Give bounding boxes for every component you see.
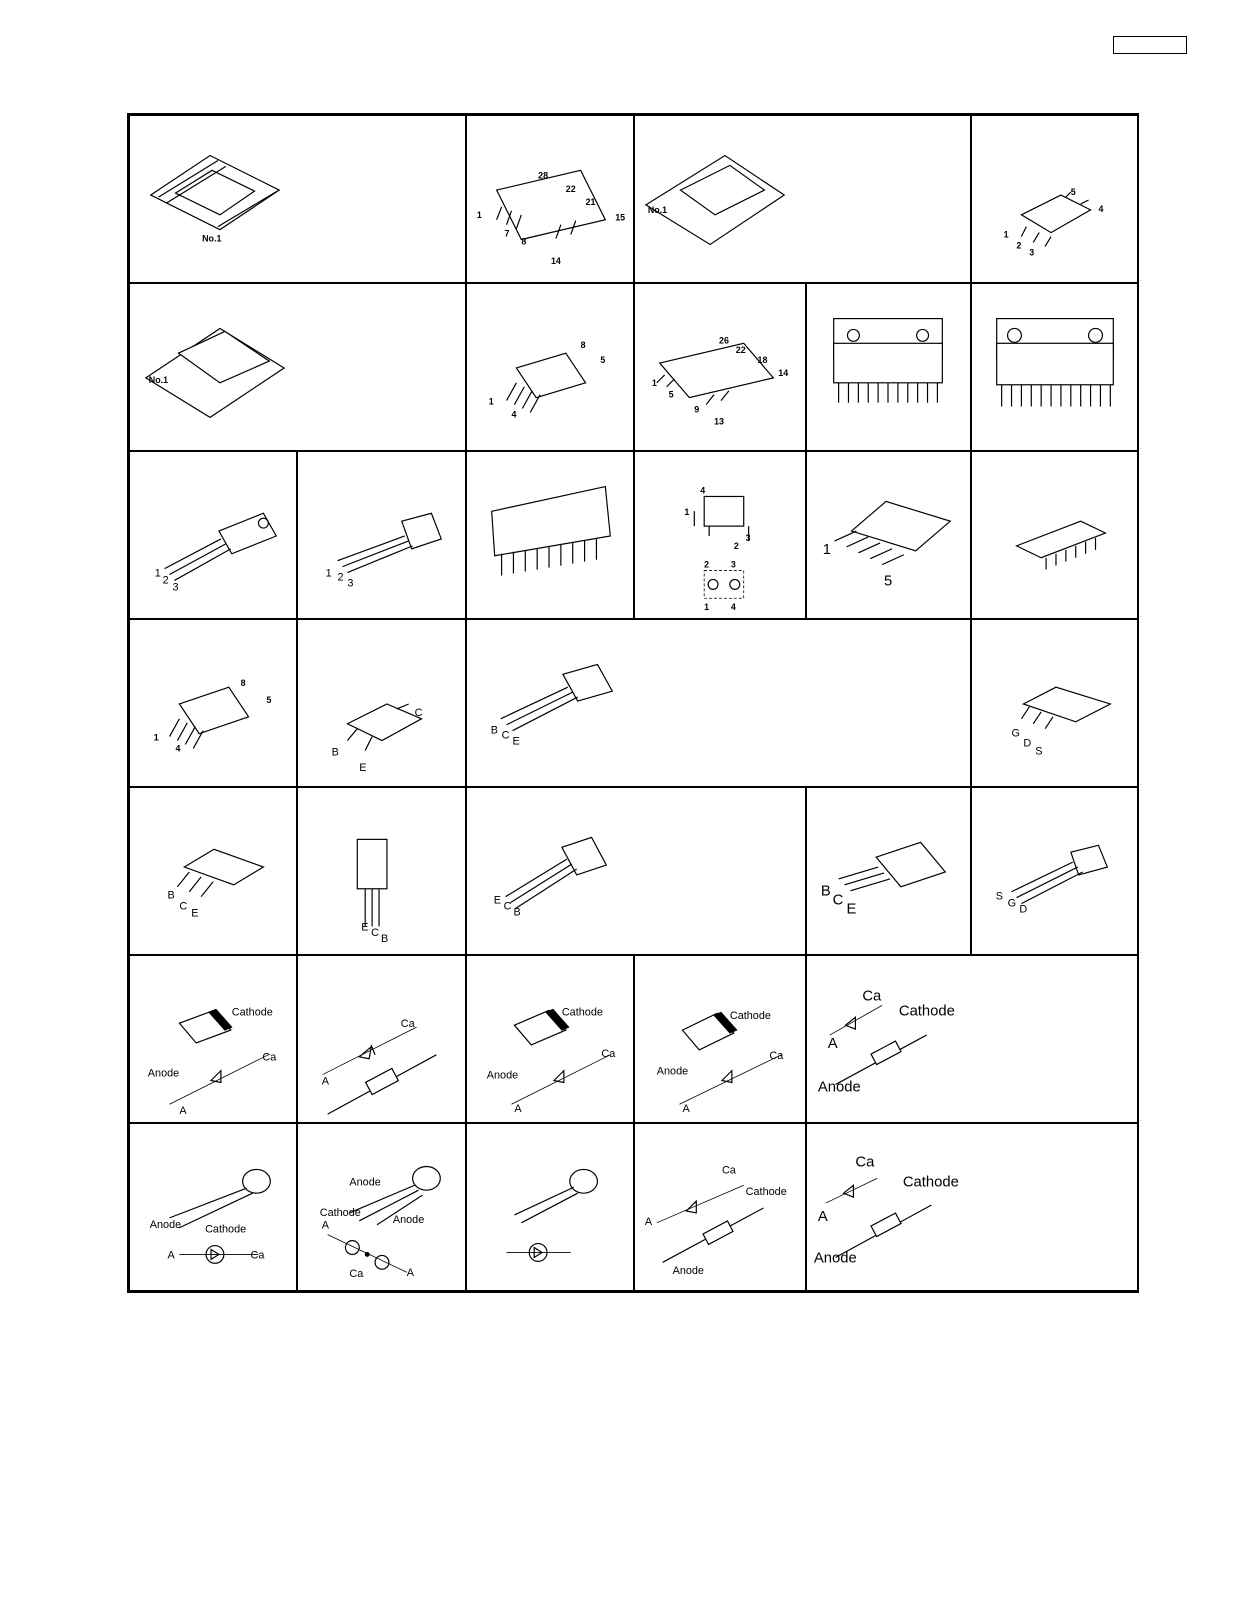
base-label: B bbox=[490, 724, 498, 737]
source-label: S bbox=[1035, 745, 1043, 758]
ca-label: Ca bbox=[262, 1051, 277, 1064]
cathode-label: Cathode bbox=[231, 1006, 273, 1019]
ca-label: Ca bbox=[769, 1049, 784, 1062]
pin1-label: No.1 bbox=[647, 204, 668, 215]
pin22-label: 22 bbox=[735, 345, 746, 356]
component-outline-table bbox=[127, 113, 1139, 1293]
emitter-label: E bbox=[493, 894, 501, 907]
cell-led-c bbox=[466, 1123, 634, 1291]
pin9-label: 9 bbox=[694, 404, 700, 415]
cell-diode-smd-b bbox=[466, 955, 634, 1123]
diagram-pin1-label: 1 bbox=[704, 602, 710, 613]
anode-label: Anode bbox=[672, 1265, 704, 1278]
cell-sop8-package-b bbox=[129, 619, 297, 787]
emitter-label: E bbox=[191, 907, 199, 920]
cell-sot89-bce bbox=[297, 619, 466, 787]
cell-sop26-package bbox=[634, 283, 806, 451]
pin26-label: 26 bbox=[719, 335, 729, 346]
cell-qfp-package bbox=[129, 115, 466, 283]
emitter-label: E bbox=[361, 921, 369, 934]
a-2-label: A bbox=[406, 1267, 414, 1280]
pin1-label: 1 bbox=[684, 507, 690, 518]
pin1-label: 1 bbox=[488, 396, 494, 407]
pin5-label: 5 bbox=[266, 695, 272, 705]
a-label: A bbox=[682, 1103, 690, 1116]
pin5-label: 5 bbox=[1070, 187, 1076, 198]
collector-label: C bbox=[503, 900, 512, 913]
pin5-label: 5 bbox=[600, 355, 606, 366]
pin14-label: 14 bbox=[778, 367, 789, 378]
cell-led-b bbox=[297, 1123, 466, 1291]
cathode-label: Cathode bbox=[745, 1186, 787, 1199]
anode-label: Anode bbox=[147, 1067, 180, 1080]
pin1-label: 1 bbox=[822, 541, 832, 558]
source-label: S bbox=[995, 890, 1003, 903]
a-label: A bbox=[321, 1075, 329, 1088]
pin1-label: No.1 bbox=[148, 374, 169, 385]
base-label: B bbox=[820, 883, 831, 900]
cell-diode-axial-b bbox=[806, 955, 1138, 1123]
anode-label: Anode bbox=[656, 1065, 689, 1078]
pin1-label: 1 bbox=[153, 732, 159, 743]
pin2-label: 2 bbox=[162, 574, 169, 587]
cell-diode-axial-a bbox=[297, 955, 466, 1123]
a-label: A bbox=[817, 1208, 828, 1225]
anode-2-label: Anode bbox=[392, 1213, 425, 1226]
cell-to92-bce bbox=[466, 619, 971, 787]
pin1-label: 1 bbox=[1003, 229, 1009, 240]
collector-label: C bbox=[179, 900, 188, 913]
collector-label: C bbox=[832, 892, 844, 909]
a-label: A bbox=[644, 1215, 653, 1228]
pin7-label: 7 bbox=[504, 228, 510, 239]
a-label: A bbox=[167, 1249, 175, 1262]
cell-diode-smd-a bbox=[129, 955, 297, 1123]
drain-label: D bbox=[1019, 903, 1028, 916]
pin1-label: 1 bbox=[154, 567, 161, 580]
diagram-pin4-label: 4 bbox=[730, 602, 736, 613]
a-label: A bbox=[321, 1219, 329, 1232]
pin13-label: 13 bbox=[714, 416, 724, 427]
cathode-label: Cathode bbox=[205, 1223, 247, 1236]
cell-sot-gds bbox=[971, 619, 1138, 787]
pin8-label: 8 bbox=[580, 340, 586, 351]
pin3-label: 3 bbox=[1029, 247, 1035, 258]
cell-sip-heatsink-package-b bbox=[971, 283, 1138, 451]
pin4-label: 4 bbox=[700, 485, 706, 496]
ca-label: Ca bbox=[250, 1249, 265, 1262]
cell-ssop-package bbox=[129, 283, 466, 451]
pin28-label: 28 bbox=[538, 170, 549, 181]
collector-label: C bbox=[501, 729, 510, 742]
cell-sop-long-package bbox=[634, 115, 971, 283]
cathode-label: Cathode bbox=[561, 1006, 603, 1019]
collector-label: C bbox=[371, 927, 379, 940]
drain-label: D bbox=[1023, 737, 1032, 750]
cell-sip-heatsink-package-a bbox=[806, 283, 971, 451]
pin22-label: 22 bbox=[565, 184, 576, 195]
pin2-label: 2 bbox=[733, 540, 739, 551]
diagram-pin3-label: 3 bbox=[730, 559, 736, 570]
pin1-label: 1 bbox=[325, 567, 332, 580]
pin1-label: No.1 bbox=[202, 233, 222, 244]
pin1-label: 1 bbox=[476, 209, 482, 220]
cell-diode-axial-d bbox=[806, 1123, 1138, 1291]
pin2-label: 2 bbox=[1016, 240, 1022, 251]
pin15-label: 15 bbox=[615, 212, 626, 223]
page-number-box bbox=[1113, 36, 1187, 54]
cell-to92-vertical-ecb bbox=[297, 787, 466, 955]
cell-sot-bce bbox=[129, 787, 297, 955]
a-label: A bbox=[514, 1103, 522, 1116]
cell-diode-smd-c bbox=[634, 955, 806, 1123]
base-label: B bbox=[513, 906, 521, 919]
cell-to220-123 bbox=[129, 451, 297, 619]
pin5-label: 5 bbox=[668, 389, 674, 400]
collector-label: C bbox=[414, 706, 423, 719]
a-label: A bbox=[827, 1035, 838, 1052]
pin21-label: 21 bbox=[585, 196, 596, 207]
cell-dip-package bbox=[971, 451, 1138, 619]
cell-sop28-package bbox=[466, 115, 634, 283]
cell-diode-axial-c bbox=[634, 1123, 806, 1291]
cathode-label: Cathode bbox=[902, 1174, 959, 1191]
pin5-label: 5 bbox=[884, 573, 893, 590]
gate-label: G bbox=[1011, 727, 1020, 740]
base-label: B bbox=[167, 889, 175, 902]
emitter-label: E bbox=[512, 735, 520, 748]
ca-label: Ca bbox=[721, 1164, 736, 1177]
cell-sot-5pin-package bbox=[971, 115, 1138, 283]
anode-label: Anode bbox=[486, 1069, 519, 1082]
diagram-pin2-label: 2 bbox=[704, 559, 710, 570]
cathode-label: Cathode bbox=[898, 1003, 955, 1020]
pin2-label: 2 bbox=[337, 571, 344, 584]
cell-led-a bbox=[129, 1123, 297, 1291]
cell-to220-bce bbox=[806, 787, 971, 955]
pin14-label: 14 bbox=[550, 256, 561, 267]
pin3-label: 3 bbox=[347, 577, 354, 590]
cell-to92-ecb bbox=[466, 787, 806, 955]
pin3-label: 3 bbox=[172, 581, 179, 594]
pin4-label: 4 bbox=[175, 743, 181, 754]
anode-label: Anode bbox=[813, 1250, 857, 1267]
gate-label: G bbox=[1007, 897, 1017, 910]
cathode-label: Cathode bbox=[319, 1206, 361, 1219]
cell-to92-123 bbox=[297, 451, 466, 619]
cell-sop8-package-a bbox=[466, 283, 634, 451]
a-label: A bbox=[179, 1105, 187, 1118]
pin3-label: 3 bbox=[745, 532, 751, 543]
base-label: B bbox=[331, 746, 339, 759]
anode-label: Anode bbox=[149, 1218, 182, 1231]
cell-sip5-package bbox=[806, 451, 971, 619]
pin8-label: 8 bbox=[521, 236, 527, 247]
emitter-label: E bbox=[359, 762, 367, 775]
cell-to92-sgd bbox=[971, 787, 1138, 955]
ca-label: Ca bbox=[862, 988, 882, 1005]
base-label: B bbox=[381, 933, 389, 946]
cell-sip-package bbox=[466, 451, 634, 619]
emitter-label: E bbox=[846, 901, 857, 918]
ca-label: Ca bbox=[349, 1268, 364, 1281]
anode-label: Anode bbox=[817, 1079, 861, 1096]
ca-label: Ca bbox=[601, 1047, 616, 1060]
pin4-label: 4 bbox=[511, 409, 517, 420]
pin18-label: 18 bbox=[757, 355, 768, 366]
ca-label: Ca bbox=[400, 1018, 415, 1031]
pin4-label: 4 bbox=[1098, 203, 1104, 214]
pin1-label: 1 bbox=[651, 377, 657, 388]
cell-sensor-package bbox=[634, 451, 806, 619]
anode-label: Anode bbox=[349, 1176, 381, 1189]
ca-label: Ca bbox=[855, 1154, 875, 1171]
pin8-label: 8 bbox=[240, 678, 246, 689]
cathode-label: Cathode bbox=[729, 1010, 771, 1023]
